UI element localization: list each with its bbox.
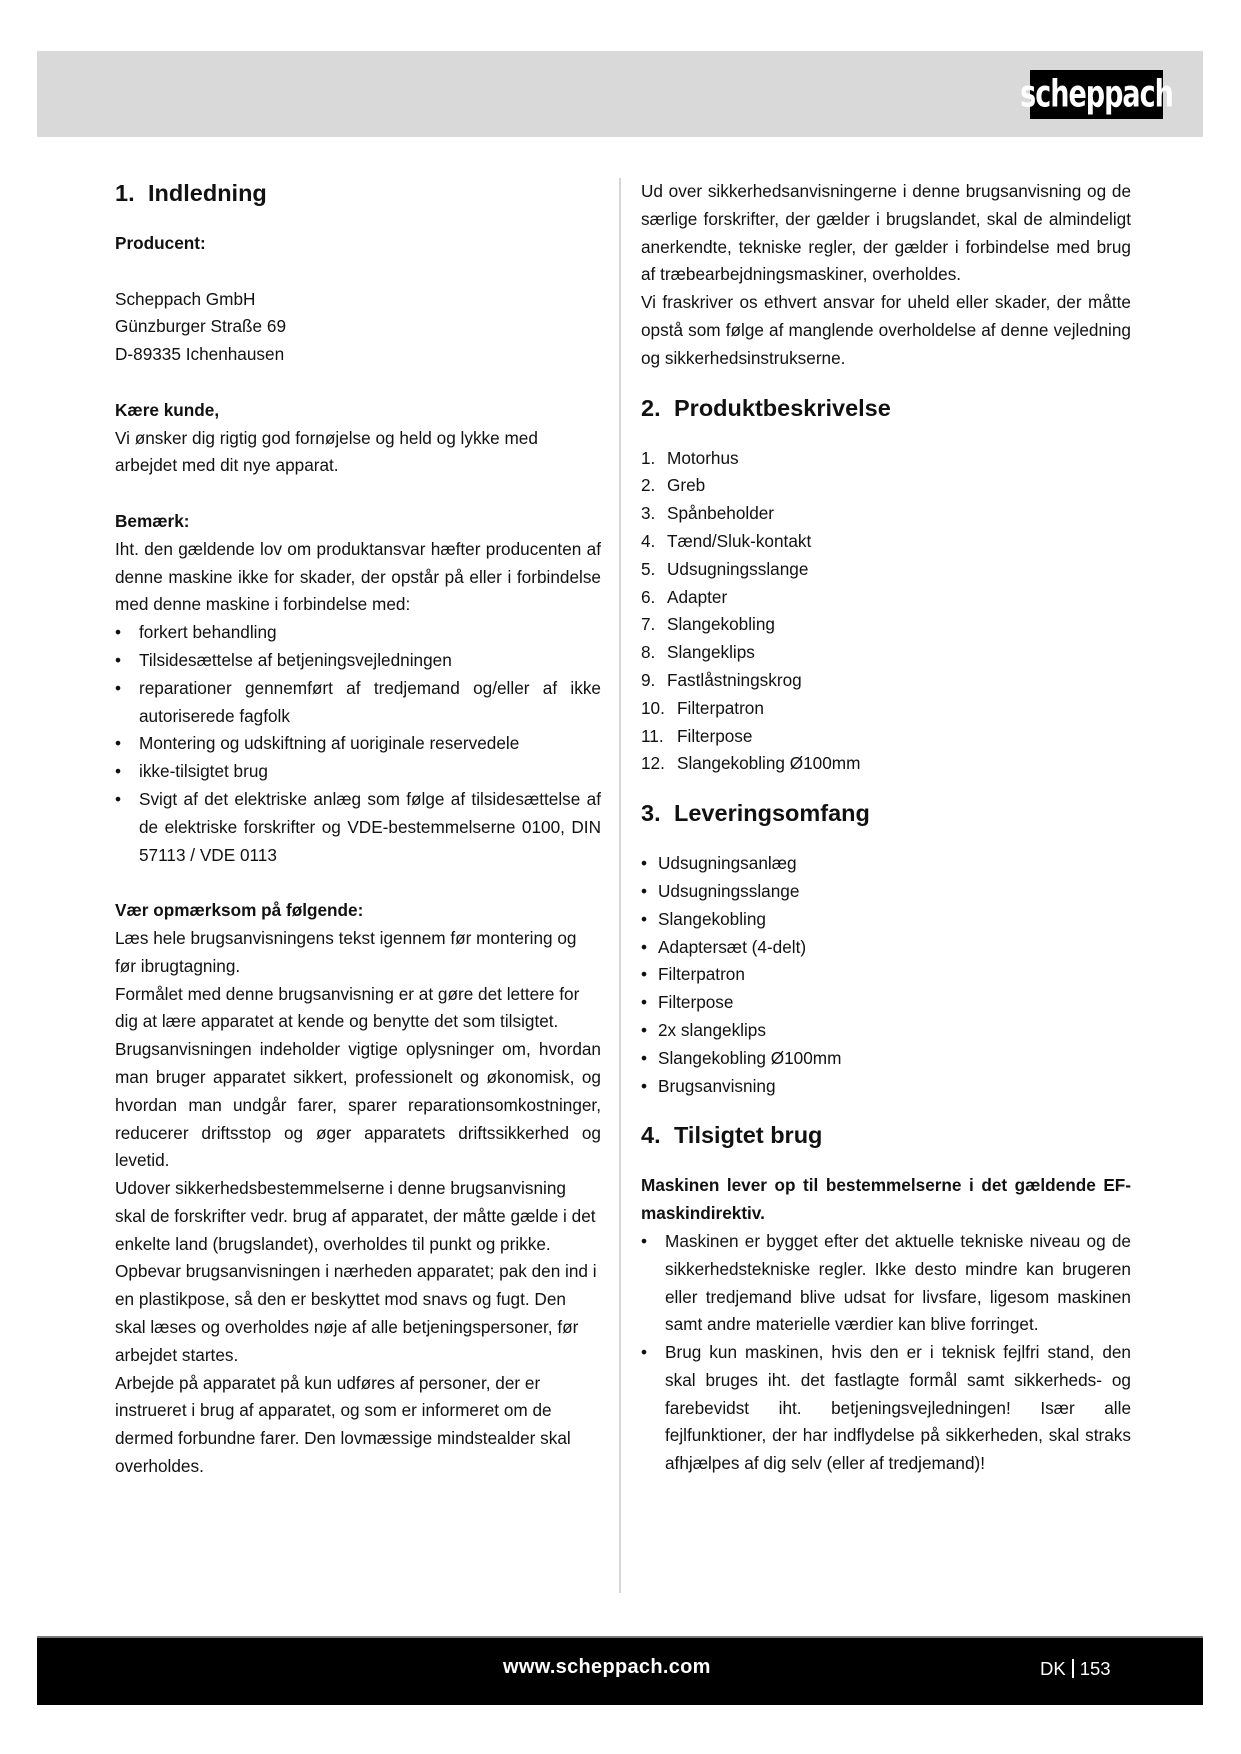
attention-paragraph: Udover sikkerhedsbestemmelserne i denne brugsanvisning skal de forskrifter vedr. brug af apparatet, der måtte gælde i det enkelte land (brugslandet), overholdes til punkt og prikke.	[115, 1178, 596, 1254]
left-column	[115, 178, 601, 1481]
intro-paragraph: Ud over sikkerhedsanvisningerne i denne brugsanvisning og de særlige forskrifter, der gælder i brugslandet, skal de almindeligt anerkendte, tekniske regler, der gælder i forbindelse med brug af træbearbejdningsmaskiner, overholdes.	[641, 181, 1131, 285]
intended-use-statement: Maskinen lever op til bestemmelserne i det gældende EF-maskindirektiv.	[641, 1175, 1131, 1224]
item-label: Spånbeholder	[667, 503, 775, 524]
item-label: Slangekobling	[667, 614, 775, 635]
list-item: • Brug kun maskinen, hvis den er i teknisk fejlfri stand, den skal bruges iht. det fastlagte formål samt sikkerheds- og farebevidst iht. betjeningsvejledningen! Især alle fejlfunktioner, der har indflydelse på sikkerheden, skal straks afhjælpes af dig selv (eller af tredjemand)!	[641, 1339, 1131, 1478]
list-item: • Slangekobling Ø100mm	[641, 1045, 1131, 1073]
greeting-label: Kære kunde,	[115, 399, 220, 420]
right-column	[641, 178, 1131, 1478]
list-item: • 2x slangeklips	[641, 1017, 1131, 1045]
item-number: 11.	[641, 725, 664, 746]
list-item	[641, 528, 1131, 556]
list-item: • Tilsidesættelse af betjeningsvejledningen	[115, 647, 601, 675]
section-heading-tilsigtet-brug	[641, 1120, 1131, 1150]
item-label: Slangeklips	[667, 642, 755, 663]
attention-paragraph: Opbevar brugsanvisningen i nærheden apparatet; pak den ind i en plastikpose, så den er beskyttet mod snavs og fugt. Den skal læses og overholdes nøje af alle betjeningspersoner, før arbejdet startes.	[115, 1261, 597, 1365]
item-number: 4.	[641, 530, 656, 551]
page-indicator	[1040, 1658, 1111, 1680]
intro-paragraph: Vi fraskriver os ethvert ansvar for uheld eller skader, der måtte opstå som følge af manglende overholdelse af denne vejledning og sikkerhedsinstrukserne.	[641, 292, 1131, 368]
attention-paragraph: Arbejde på apparatet på kun udføres af personer, der er instrueret i brug af apparatet, og som er informeret om de dermed forbundne farer. Den lovmæssige mindstealder skal overholdes.	[115, 1372, 571, 1477]
item-number: 12.	[641, 753, 665, 774]
logo-text: scheppach	[1020, 72, 1173, 117]
note-label: Bemærk:	[115, 510, 190, 531]
list-item	[641, 445, 1131, 473]
list-item: • Brugsanvisning	[641, 1073, 1131, 1101]
note-bullet-list	[115, 619, 601, 869]
section-title: Indledning	[148, 180, 267, 206]
scheppach-logo	[1020, 70, 1173, 119]
item-number: 3.	[641, 503, 656, 524]
delivery-list	[641, 850, 1131, 1100]
page-number: 153	[1079, 1658, 1111, 1679]
list-item	[641, 556, 1131, 584]
list-item	[641, 667, 1131, 695]
list-item	[641, 639, 1131, 667]
list-item: • Svigt af det elektriske anlæg som følge af tilsidesættelse af de elektriske forskrifter og VDE-bestemmelserne 0100, DIN 57113 / VDE 0113	[115, 786, 601, 869]
intended-use-list	[641, 1228, 1131, 1478]
item-number: 6.	[641, 586, 656, 607]
list-item	[641, 750, 1131, 778]
list-item: • forkert behandling	[115, 619, 601, 647]
list-item	[641, 611, 1131, 639]
section-title: Leveringsomfang	[674, 800, 870, 827]
item-number: 5.	[641, 558, 656, 579]
list-item: • Filterpatron	[641, 961, 1131, 989]
list-item: • Montering og udskiftning af uoriginale reservedele	[115, 730, 601, 758]
attention-paragraph: Brugsanvisningen indeholder vigtige oplysninger om, hvordan man bruger apparatet sikkert, professionelt og økonomisk, og hvordan man undgår farer, sparer reparationsomkostninger, reducerer driftsstop og øger apparatets driftssikkerhed og levetid.	[115, 1039, 601, 1171]
item-number: 7.	[641, 614, 656, 635]
address-line: Günzburger Straße 69	[115, 316, 287, 337]
item-number: 1.	[641, 447, 656, 468]
list-item: • Adaptersæt (4-delt)	[641, 934, 1131, 962]
parts-list	[641, 445, 1131, 779]
attention-label: Vær opmærksom på følgende:	[115, 900, 364, 921]
separator	[1072, 1659, 1074, 1678]
address-line: D-89335 Ichenhausen	[115, 344, 285, 365]
section-number: 4.	[641, 1122, 661, 1149]
section-number: 2.	[641, 394, 661, 421]
item-label: Filterpatron	[677, 697, 764, 718]
item-label: Slangekobling Ø100mm	[677, 753, 861, 774]
section-title: Produktbeskrivelse	[674, 394, 891, 421]
attention-paragraph: Læs hele brugsanvisningens tekst igennem før montering og før ibrugtagning.	[115, 927, 577, 976]
list-item	[641, 472, 1131, 500]
list-item: • Udsugningsslange	[641, 878, 1131, 906]
list-item: • Filterpose	[641, 989, 1131, 1017]
item-number: 8.	[641, 642, 656, 663]
item-label: Fastlåstningskrog	[667, 669, 802, 690]
list-item: • ikke-tilsigtet brug	[115, 758, 601, 786]
item-label: Filterpose	[677, 725, 753, 746]
column-divider	[619, 178, 621, 1593]
item-number: 10.	[641, 697, 665, 718]
footer-bar	[37, 1636, 1203, 1705]
section-number: 1.	[115, 180, 135, 206]
website-link[interactable]: www.scheppach.com	[503, 1656, 711, 1678]
list-item	[641, 695, 1131, 723]
attention-paragraph: Formålet med denne brugsanvisning er at gøre det lettere for dig at lære apparatet at kende og benytte det som tilsigtet.	[115, 983, 580, 1032]
item-label: Adapter	[667, 586, 728, 607]
section-heading-indledning	[115, 178, 601, 208]
greeting-text: Vi ønsker dig rigtig god fornøjelse og held og lykke med arbejdet med dit nye apparat.	[115, 427, 538, 476]
list-item	[641, 723, 1131, 751]
list-item: • Udsugningsanlæg	[641, 850, 1131, 878]
item-number: 2.	[641, 475, 656, 496]
section-number: 3.	[641, 800, 661, 827]
list-item	[641, 584, 1131, 612]
item-label: Tænd/Sluk-kontakt	[667, 530, 812, 551]
item-number: 9.	[641, 669, 656, 690]
list-item	[641, 500, 1131, 528]
list-item: • Maskinen er bygget efter det aktuelle tekniske niveau og de sikkerhedstekniske regler. Ikke desto mindre kan brugeren eller tredjemand blive udsat for livsfare, ligesom maskinen samt andre materielle værdier kan blive forringet.	[641, 1228, 1131, 1339]
address-line: Scheppach GmbH	[115, 288, 256, 309]
section-heading-produktbeskrivelse	[641, 393, 1131, 423]
section-title: Tilsigtet brug	[674, 1122, 823, 1149]
producer-label: Producent:	[115, 233, 206, 253]
item-label: Greb	[667, 475, 706, 496]
list-item: • Slangekobling	[641, 906, 1131, 934]
list-item: • reparationer gennemført af tredjemand og/eller af ikke autoriserede fagfolk	[115, 675, 601, 731]
section-heading-leveringsomfang	[641, 798, 1131, 828]
note-text: Iht. den gældende lov om produktansvar hæfter producenten af denne maskine ikke for skader, der opstår på eller i forbindelse med denne maskine i forbindelse med:	[115, 538, 601, 615]
language-code: DK	[1040, 1658, 1066, 1679]
item-label: Udsugningsslange	[667, 558, 809, 579]
item-label: Motorhus	[667, 447, 739, 468]
